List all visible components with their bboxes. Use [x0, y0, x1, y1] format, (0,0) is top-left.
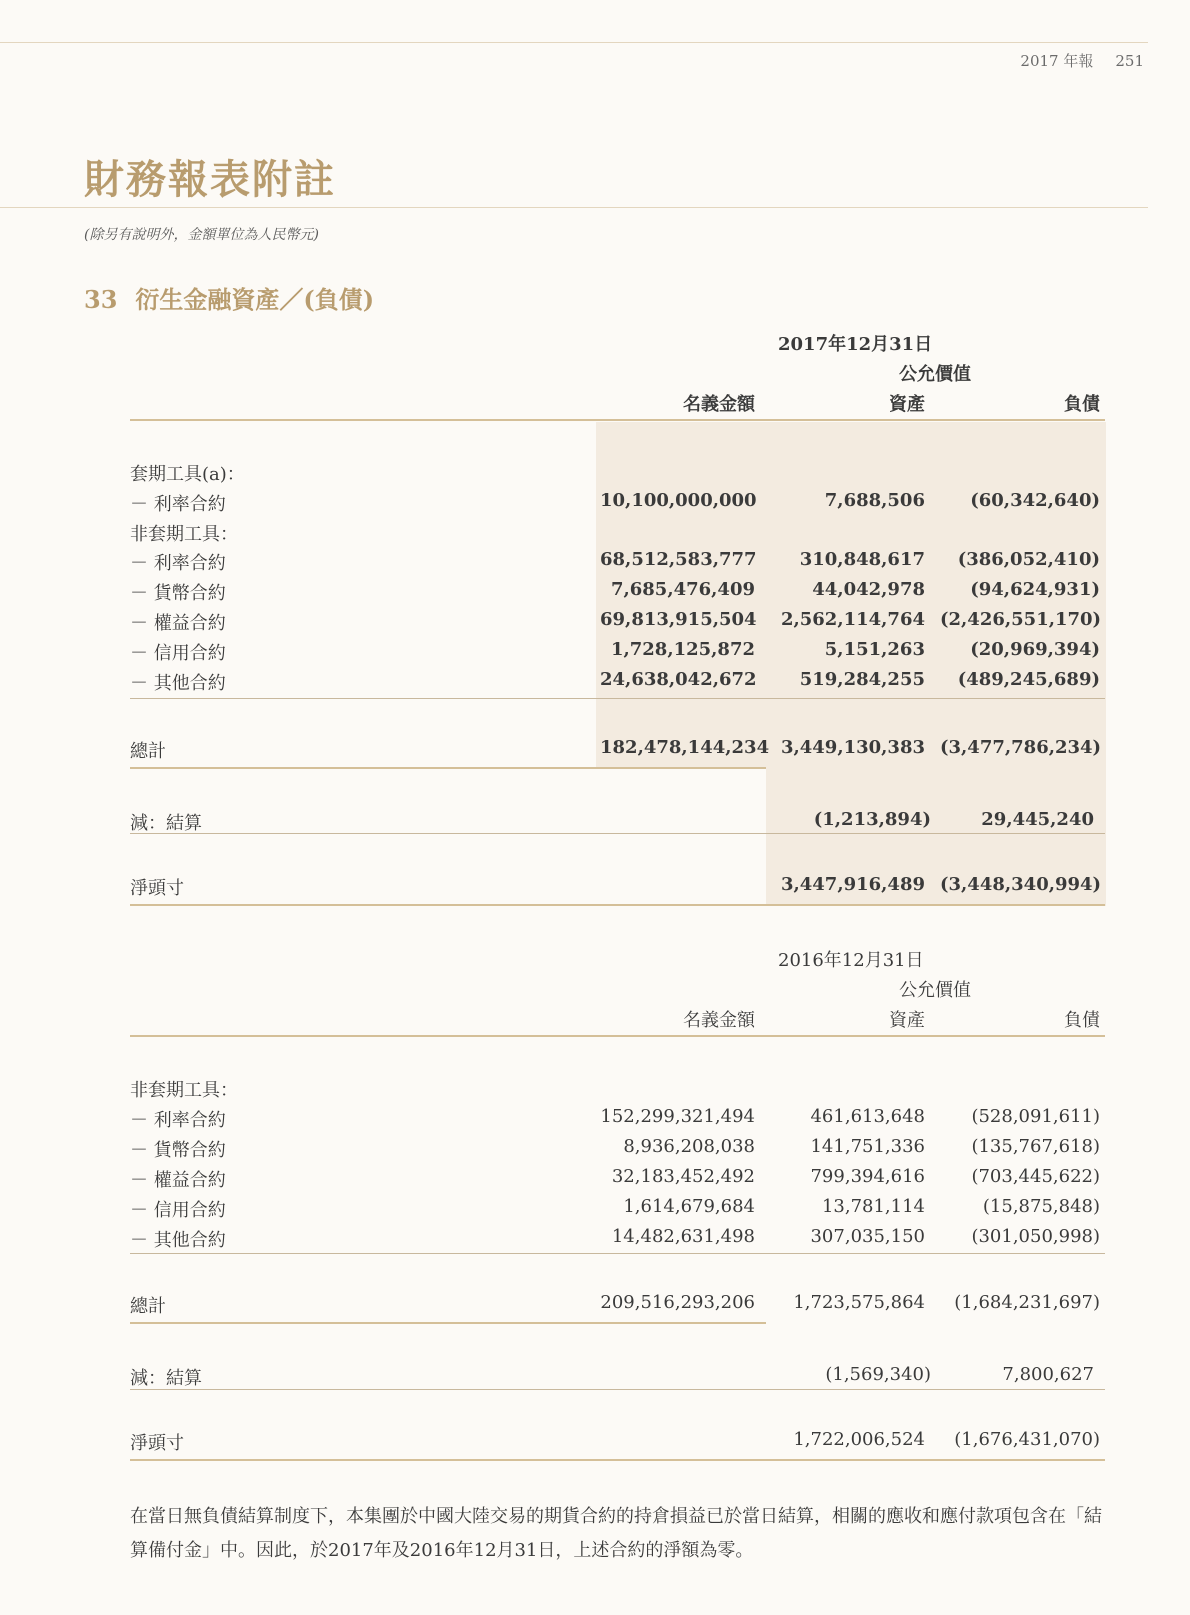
group-nonhedging-2017: 非套期工具：: [130, 524, 238, 545]
fair-value-2016: 公允價值: [899, 980, 971, 1001]
currency-note: (除另有說明外，金額單位為人民幣元): [84, 227, 319, 243]
row-notional: 14,482,631,498: [611, 1226, 755, 1247]
row-label: － 權益合約: [130, 613, 226, 634]
row-notional: 32,183,452,492: [611, 1166, 755, 1187]
row-assets: 307,035,150: [810, 1226, 925, 1247]
row-assets: 461,613,648: [810, 1106, 925, 1127]
row-notional: 7,685,476,409: [610, 579, 755, 600]
row-notional: 1,728,125,872: [610, 639, 755, 660]
net-label-2016: 淨頭寸: [130, 1433, 184, 1454]
settlement-assets-2016: (1,569,340): [825, 1364, 931, 1385]
header-rule-2017: [130, 419, 1105, 421]
settlement-rule-2016: [130, 1389, 1105, 1390]
settlement-label-2016: 減：結算: [130, 1368, 202, 1389]
group-hedging-2017: 套期工具(a)：: [130, 464, 245, 485]
section-heading: [84, 280, 374, 315]
row-assets: 13,781,114: [821, 1196, 925, 1217]
page-header: [1020, 50, 1144, 71]
date-2017: 2017年12月31日: [778, 334, 933, 355]
row-notional: 8,936,208,038: [623, 1136, 755, 1157]
col-liabilities-2016: 負債: [1064, 1010, 1100, 1031]
net-assets-2016: 1,722,006,524: [793, 1429, 925, 1450]
row-notional: 10,100,000,000: [600, 490, 757, 511]
row-liabilities: (386,052,410): [957, 549, 1100, 570]
row-label: － 信用合約: [130, 1200, 226, 1221]
row-liabilities: (135,767,618): [971, 1136, 1100, 1157]
net-rule-2017: [130, 904, 1105, 906]
title-rule: [0, 207, 1148, 208]
section-title: 衍生金融資產／(負債): [135, 285, 375, 314]
group-nonhedging-2016: 非套期工具：: [130, 1080, 238, 1101]
row-liabilities: (60,342,640): [970, 490, 1100, 511]
net-liabilities-2017: (3,448,340,994): [940, 874, 1102, 895]
row-liabilities: (20,969,394): [970, 639, 1100, 660]
col-assets-2017: 資產: [889, 394, 925, 415]
row-liabilities: (2,426,551,170): [940, 609, 1102, 630]
total-rule-2017: [130, 767, 766, 769]
row-assets: 310,848,617: [799, 549, 925, 570]
row-notional: 152,299,321,494: [600, 1106, 755, 1127]
row-label: － 利率合約: [130, 1110, 226, 1131]
date-2016: 2016年12月31日: [778, 950, 924, 971]
total-assets-2017: 3,449,130,383: [780, 737, 925, 758]
top-rule: [0, 42, 1148, 43]
row-liabilities: (94,624,931): [970, 579, 1100, 600]
col-notional-2016: 名義金額: [683, 1010, 755, 1031]
row-label: － 利率合約: [130, 553, 226, 574]
total-rule-2016: [130, 1322, 766, 1324]
settlement-liabilities-2016: 7,800,627: [1002, 1364, 1094, 1385]
row-label: － 其他合約: [130, 1230, 226, 1251]
row-liabilities: (489,245,689): [957, 669, 1100, 690]
row-assets: 141,751,336: [810, 1136, 925, 1157]
section-number: 33: [84, 285, 118, 314]
col-assets-2016: 資產: [889, 1010, 925, 1031]
report-label: 2017 年報: [1020, 52, 1094, 70]
net-assets-2017: 3,447,916,489: [780, 874, 925, 895]
settlement-rule-2017: [130, 833, 1105, 834]
total-label-2016: 總計: [130, 1296, 166, 1317]
settlement-label-2017: 減：結算: [130, 813, 202, 834]
page-number: 251: [1115, 52, 1144, 70]
row-assets: 519,284,255: [799, 669, 925, 690]
row-liabilities: (703,445,622): [971, 1166, 1100, 1187]
total-liabilities-2017: (3,477,786,234): [940, 737, 1102, 758]
net-label-2017: 淨頭寸: [130, 878, 184, 899]
row-assets: 799,394,616: [810, 1166, 925, 1187]
col-notional-2017: 名義金額: [683, 394, 755, 415]
settlement-liabilities-2017: 29,445,240: [981, 809, 1094, 830]
page-title: 財務報表附註: [84, 156, 336, 203]
row-label: － 信用合約: [130, 643, 226, 664]
row-assets: 7,688,506: [824, 490, 925, 511]
settlement-assets-2017: (1,213,894): [813, 809, 931, 830]
row-notional: 68,512,583,777: [600, 549, 757, 570]
total-label-2017: 總計: [130, 741, 166, 762]
row-notional: 24,638,042,672: [600, 669, 757, 690]
row-assets: 5,151,263: [824, 639, 925, 660]
row-label: － 權益合約: [130, 1170, 226, 1191]
row-label: － 貨幣合約: [130, 1140, 226, 1161]
rows-rule-2016: [130, 1253, 1105, 1254]
row-liabilities: (15,875,848): [982, 1196, 1100, 1217]
total-assets-2016: 1,723,575,864: [793, 1292, 925, 1313]
footnote: 在當日無負債結算制度下，本集團於中國大陸交易的期貨合約的持倉損益已於當日結算，相關的應收和應付款項包含在「結算備付金」中。因此，於2017年及2016年12月31日，上述合約的淨額為零。: [130, 1506, 1102, 1561]
total-notional-2016: 209,516,293,206: [600, 1292, 755, 1313]
row-liabilities: (528,091,611): [971, 1106, 1100, 1127]
row-liabilities: (301,050,998): [971, 1226, 1100, 1247]
rows-rule-2017: [130, 698, 1105, 699]
row-label: － 貨幣合約: [130, 583, 226, 604]
row-notional: 1,614,679,684: [623, 1196, 755, 1217]
fair-value-2017: 公允價值: [899, 364, 971, 385]
row-assets: 2,562,114,764: [780, 609, 925, 630]
total-notional-2017: 182,478,144,234: [600, 737, 770, 758]
net-liabilities-2016: (1,676,431,070): [954, 1429, 1100, 1450]
header-rule-2016: [130, 1035, 1105, 1037]
total-liabilities-2016: (1,684,231,697): [954, 1292, 1100, 1313]
row-label: － 利率合約: [130, 494, 226, 515]
row-notional: 69,813,915,504: [600, 609, 757, 630]
net-rule-2016: [130, 1459, 1105, 1461]
col-liabilities-2017: 負債: [1064, 394, 1100, 415]
row-assets: 44,042,978: [812, 579, 925, 600]
row-label: － 其他合約: [130, 673, 226, 694]
